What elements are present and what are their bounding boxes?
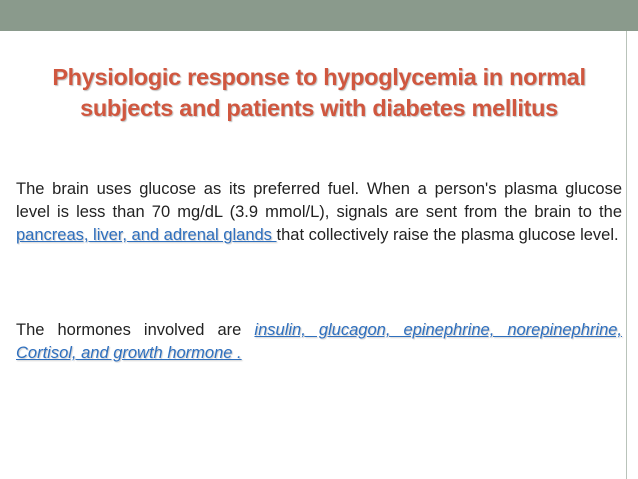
paragraph-1-text-before: The brain uses glucose as its preferred fuel. When a person's plasma glucose level is less than 70 mg/dL (3.9 mmol/L), signals are sent from the brain to the	[16, 180, 622, 221]
hormones-link[interactable]: insulin, glucagon, epinephrine, norepinephrine, Cortisol, and growth hormone .	[16, 321, 623, 362]
top-bar	[0, 0, 638, 31]
paragraph-brain-glucose	[16, 178, 622, 247]
slide-title-line-2: subjects and patients with diabetes mellitus	[80, 95, 558, 121]
slide-title	[6, 62, 632, 124]
slide-title-line-1: Physiologic response to hypoglycemia in normal	[52, 64, 586, 90]
paragraph-hormones	[16, 319, 622, 365]
paragraph-1-text-after: that collectively raise the plasma glucose level.	[276, 226, 619, 244]
paragraph-2-text-before: The hormones involved are	[16, 321, 255, 339]
organs-link[interactable]: pancreas, liver, and adrenal glands	[16, 226, 277, 244]
